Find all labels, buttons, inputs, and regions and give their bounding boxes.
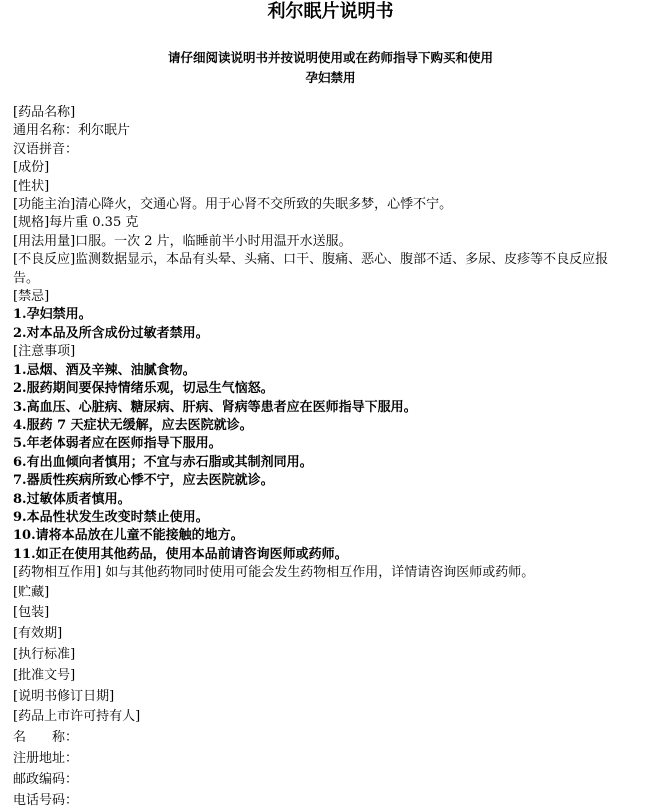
- section-storage: [贮藏]: [13, 584, 50, 600]
- section-standard: [执行标准]: [13, 646, 76, 662]
- precaution-item: 7.器质性疾病所致心悸不宁，应去医院就诊。: [13, 473, 274, 489]
- document-body: [13, 104, 613, 811]
- precaution-item: 2.服药期间要保持情绪乐观，切忌生气恼怒。: [13, 381, 274, 397]
- section-drug-interactions: [药物相互作用] 如与其他药物同时使用可能会发生药物相互作用，详情请咨询医师或药师。: [13, 565, 535, 581]
- precaution-item: 3.高血压、心脏病、糖尿病、肝病、肾病等患者应在医师指导下服用。: [13, 399, 417, 415]
- section-packaging: [包装]: [13, 605, 50, 621]
- section-revision-date: [说明书修订日期]: [13, 688, 115, 704]
- document-title: 利尔眠片说明书: [267, 1, 394, 22]
- holder-name: 名 称：: [13, 730, 79, 746]
- pinyin-name: 汉语拼音：: [13, 141, 79, 157]
- section-drug-name: [药品名称]: [13, 105, 76, 120]
- precaution-item: 10.请将本品放在儿童不能接触的地方。: [13, 528, 244, 544]
- usage-notice: 请仔细阅读说明书并按说明使用或在药师指导下购买和使用: [167, 50, 493, 65]
- section-approval-number: [批准文号]: [13, 667, 76, 683]
- section-license-holder: [药品上市许可持有人]: [13, 709, 141, 725]
- generic-name: 通用名称：利尔眠片: [13, 123, 131, 139]
- precaution-item: 6.有出血倾向者慎用；不宜与赤石脂或其制剂同用。: [13, 454, 313, 470]
- precaution-item: 5.年老体弱者应在医师指导下服用。: [13, 436, 222, 452]
- holder-address: 注册地址：: [13, 750, 79, 766]
- section-shelf-life: [有效期]: [13, 626, 63, 642]
- section-contraindications: [禁忌]: [13, 289, 50, 305]
- precaution-item: 11.如正在使用其他药品，使用本品前请咨询医师或药师。: [13, 546, 348, 562]
- section-ingredients: [成份]: [13, 160, 50, 176]
- precaution-item: 1.忌烟、酒及辛辣、油腻食物。: [13, 362, 196, 378]
- section-specification: [规格]每片重 0.35 克: [13, 215, 139, 231]
- section-indications: [功能主治]清心降火，交通心肾。用于心肾不交所致的失眠多梦，心悸不宁。: [13, 197, 453, 213]
- precaution-item: 9.本品性状发生改变时禁止使用。: [13, 509, 209, 525]
- contraindication-item: 2.对本品及所含成份过敏者禁用。: [13, 325, 209, 341]
- contraindication-item: 1.孕妇禁用。: [13, 307, 92, 323]
- pregnancy-warning: 孕妇禁用: [305, 70, 356, 85]
- section-precautions: [注意事项]: [13, 344, 76, 360]
- precaution-item: 4.服药 7 天症状无缓解，应去医院就诊。: [13, 417, 253, 433]
- section-adverse-reactions: [不良反应]监测数据显示，本品有头晕、头痛、口干、腹痛、恶心、腹部不适、多尿、皮疹等不良反应报告。: [13, 252, 609, 286]
- holder-phone: 电话号码：: [13, 792, 79, 808]
- holder-postcode: 邮政编码：: [13, 771, 79, 787]
- precaution-item: 8.过敏体质者慎用。: [13, 491, 131, 507]
- section-appearance: [性状]: [13, 178, 50, 194]
- section-dosage: [用法用量]口服。一次 2 片，临睡前半小时用温开水送服。: [13, 233, 352, 249]
